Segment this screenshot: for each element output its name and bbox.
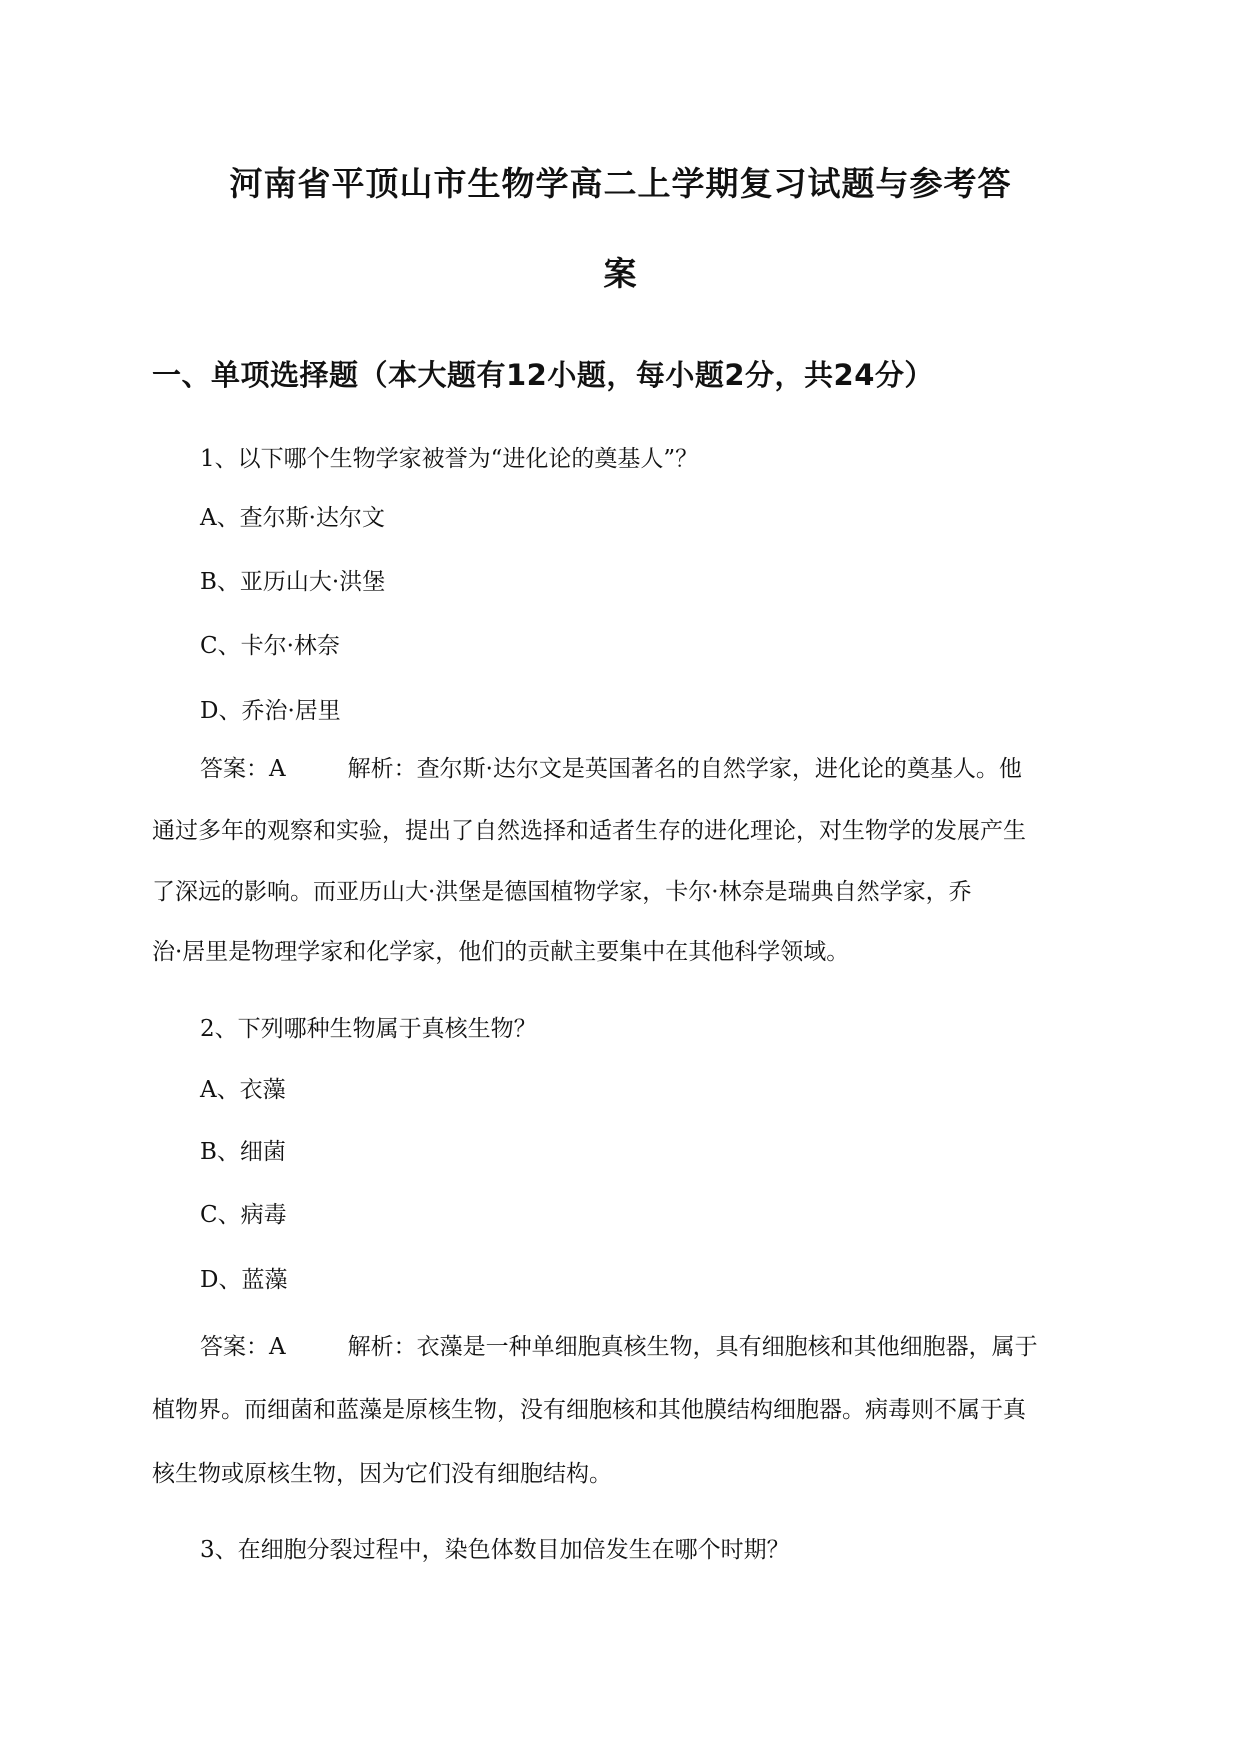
question-1-analysis-line-3: 了深远的影响。而亚历山大·洪堡是德国植物学家，卡尔·林奈是瑞典自然学家，乔 [152, 879, 972, 905]
question-1-analysis-line-2: 通过多年的观察和实验，提出了自然选择和适者生存的进化理论，对生物学的发展产生 [152, 818, 1026, 844]
section-heading: 一、单项选择题（本大题有12小题，每小题2分，共24分） [152, 358, 934, 392]
document-title-line-1: 河南省平顶山市生物学高二上学期复习试题与参考答 [229, 164, 1012, 203]
question-1-answer-row [200, 753, 1022, 785]
question-2-answer-row [200, 1331, 1038, 1363]
question-2-option-c: C、病毒 [200, 1202, 287, 1228]
document-title-line-2: 案 [603, 254, 638, 293]
question-2-option-d: D、蓝藻 [200, 1267, 288, 1293]
question-2-analysis-line-2: 植物界。而细菌和蓝藻是原核生物，没有细胞核和其他膜结构细胞器。病毒则不属于真 [152, 1397, 1026, 1423]
question-1-analysis-line-4: 治·居里是物理学家和化学家，他们的贡献主要集中在其他科学领域。 [152, 939, 850, 965]
question-2-answer: 答案：A [200, 1334, 286, 1360]
question-3-stem: 3、在细胞分裂过程中，染色体数目加倍发生在哪个时期？ [200, 1537, 790, 1563]
question-1-option-a: A、查尔斯·达尔文 [200, 505, 385, 531]
question-2-analysis-line-1: 解析：衣藻是一种单细胞真核生物，具有细胞核和其他细胞器，属于 [347, 1334, 1038, 1360]
question-1-answer: 答案：A [200, 756, 286, 782]
question-1-analysis-line-1: 解析：查尔斯·达尔文是英国著名的自然学家，进化论的奠基人。他 [347, 756, 1022, 782]
question-2-analysis-line-3: 核生物或原核生物，因为它们没有细胞结构。 [152, 1461, 612, 1487]
question-1-option-b: B、亚历山大·洪堡 [200, 569, 386, 595]
question-1-stem: 1、以下哪个生物学家被誉为“进化论的奠基人”？ [200, 446, 699, 472]
question-2-stem: 2、下列哪种生物属于真核生物？ [200, 1016, 537, 1042]
question-1-option-c: C、卡尔·林奈 [200, 633, 340, 659]
question-2-option-a: A、衣藻 [200, 1077, 286, 1103]
question-2-option-b: B、细菌 [200, 1139, 286, 1165]
question-1-option-d: D、乔治·居里 [200, 698, 341, 724]
